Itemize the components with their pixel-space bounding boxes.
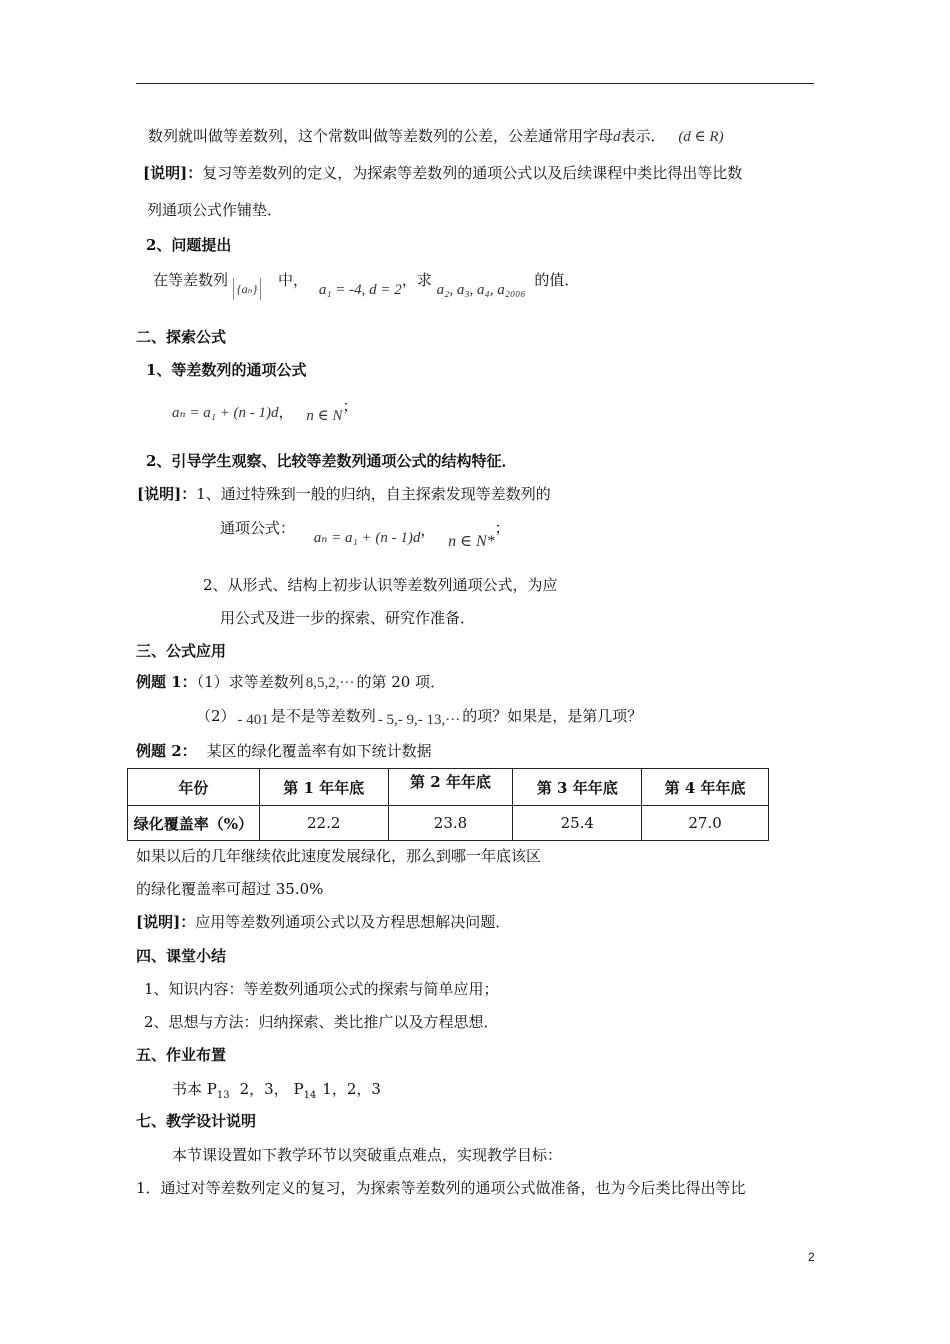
homework-sub1: 13 [216, 1090, 230, 1101]
example1-label: 例题 1： [136, 673, 197, 691]
example2-line [136, 741, 432, 761]
summary-item1: 1、知识内容：等差数列通项公式的探索与简单应用； [144, 980, 499, 998]
definition-line [148, 126, 724, 147]
table-cell: 22.2 [259, 806, 388, 841]
formula-semi: ； [342, 397, 358, 415]
example1-part2c: 的项？如果是，是第几项？ [462, 707, 643, 725]
note2-line1 [137, 484, 551, 504]
section-2-heading: 二、探索公式 [136, 328, 227, 346]
table-header-cell: 第 1 年年底 [259, 769, 388, 806]
table-header-cell: 第 4 年年底 [642, 769, 769, 806]
example1-line2 [196, 706, 642, 727]
summary-item2: 2、思想与方法：归纳探索、类比推广以及方程思想． [144, 1013, 499, 1031]
table-cell: 23.8 [388, 806, 513, 841]
example1-line1 [136, 672, 445, 693]
note2-semi: ； [494, 519, 510, 537]
section-7-heading: 七、教学设计说明 [136, 1112, 257, 1130]
note2-label: [说明]： [137, 485, 197, 503]
formula-comma: ， [278, 403, 294, 421]
formula-domain: n ∈ N [306, 408, 343, 424]
example1-part2a: （2） [196, 707, 236, 725]
sequence-symbol: {aₙ} [233, 278, 261, 300]
example1-part2b: 是不是等差数列 [270, 707, 376, 725]
example1-num: - 401 [237, 712, 269, 728]
example2-text: 某区的绿化覆盖率有如下统计数据 [206, 742, 432, 760]
after-table-line2: 的绿化覆盖率可超过 35.0% [136, 880, 324, 898]
note2-item2: 2、从形式、结构上初步认识等差数列通项公式，为应 [203, 576, 558, 594]
problem-line [153, 270, 579, 300]
note1-label: [说明]： [143, 164, 203, 182]
note2-line2 [220, 518, 510, 550]
problem-tail: 的值． [534, 271, 580, 289]
note2-item1b: 通项公式： [220, 519, 296, 537]
example1-part1a: （1）求等差数列 [196, 673, 304, 691]
section-2-sub1: 1、等差数列的通项公式 [146, 361, 307, 379]
header-rule [136, 83, 814, 84]
section-5-heading: 五、作业布置 [136, 1046, 227, 1064]
table-header-cell: 第 2 年年底 [388, 769, 513, 806]
table-cell: 27.0 [642, 806, 769, 841]
note2-domain: n ∈ N* [448, 533, 495, 550]
note2-formula: aₙ = a₁ + (n - 1)d [313, 530, 421, 546]
d-symbol: d [613, 129, 621, 145]
note1-line [143, 163, 742, 183]
homework-c: 1，2，3 [322, 1080, 381, 1098]
note2-item1: 1、通过特殊到一般的归纳，自主探索发现等差数列的 [196, 485, 551, 503]
note1-line2: 列通项公式作铺垫． [147, 201, 283, 219]
formula-line-1 [172, 397, 358, 424]
example2-label: 例题 2： [136, 742, 197, 760]
note2-item2b: 用公式及进一步的探索、研究作准备． [220, 609, 476, 627]
section-4-heading: 四、课堂小结 [136, 947, 227, 965]
definition-text: 数列就叫做等差数列，这个常数叫做等差数列的公差，公差通常用字母 [148, 127, 614, 145]
section-3-heading: 三、公式应用 [136, 642, 227, 660]
example1-seq1: 8,5,2,··· [305, 675, 355, 691]
design-intro: 本节课设置如下教学环节以突破重点难点，实现教学目标： [172, 1146, 563, 1164]
problem-pre: 在等差数列 [153, 271, 229, 289]
problem-targets: a₂, a₃, a₄, a₂₀₀₆ [436, 282, 526, 298]
note2-comma: ， [420, 521, 436, 539]
table-header-cell: 第 3 年年底 [513, 769, 642, 806]
section-problem-heading: 2、问题提出 [146, 236, 232, 254]
homework-sub2: 14 [303, 1090, 317, 1101]
page-number: 2 [808, 1250, 815, 1264]
section-2-sub2: 2、引导学生观察、比较等差数列通项公式的结构特征． [146, 452, 517, 470]
example1-part1b: 的第 20 项． [356, 673, 446, 691]
problem-mid: 中， [278, 271, 309, 289]
table-row [128, 806, 769, 841]
problem-condition: a₁ = -4, d = 2 [318, 282, 402, 298]
homework-line [172, 1079, 381, 1106]
general-term-formula: aₙ = a₁ + (n - 1)d [172, 405, 279, 421]
note3-text: 应用等差数列通项公式以及方程思想解决问题． [195, 913, 511, 931]
table-cell: 25.4 [513, 806, 642, 841]
table-header-cell: 年份 [128, 769, 260, 806]
table-header-row [128, 769, 769, 806]
homework-a: 书本 P [172, 1080, 217, 1098]
definition-tail: 表示． [620, 127, 666, 145]
problem-comma: ，求 [401, 271, 432, 289]
note3-line [136, 912, 510, 932]
note3-label: [说明]： [136, 913, 196, 931]
d-domain: (d ∈ R) [678, 129, 724, 145]
note1-text: 复习等差数列的定义，为探索等差数列的通项公式以及后续课程中类比得出等比数 [202, 164, 743, 182]
table-row-label: 绿化覆盖率（%） [128, 806, 260, 841]
after-table-line1: 如果以后的几年继续依此速度发展绿化，那么到哪一年底该区 [136, 847, 542, 865]
coverage-table [127, 768, 769, 841]
homework-b: 2，3， P [239, 1080, 304, 1098]
design-item1: 1．通过对等差数列定义的复习，为探索等差数列的通项公式做准备，也为今后类比得出等比 [136, 1179, 746, 1197]
example1-seq2: - 5,- 9,- 13,··· [377, 712, 461, 728]
